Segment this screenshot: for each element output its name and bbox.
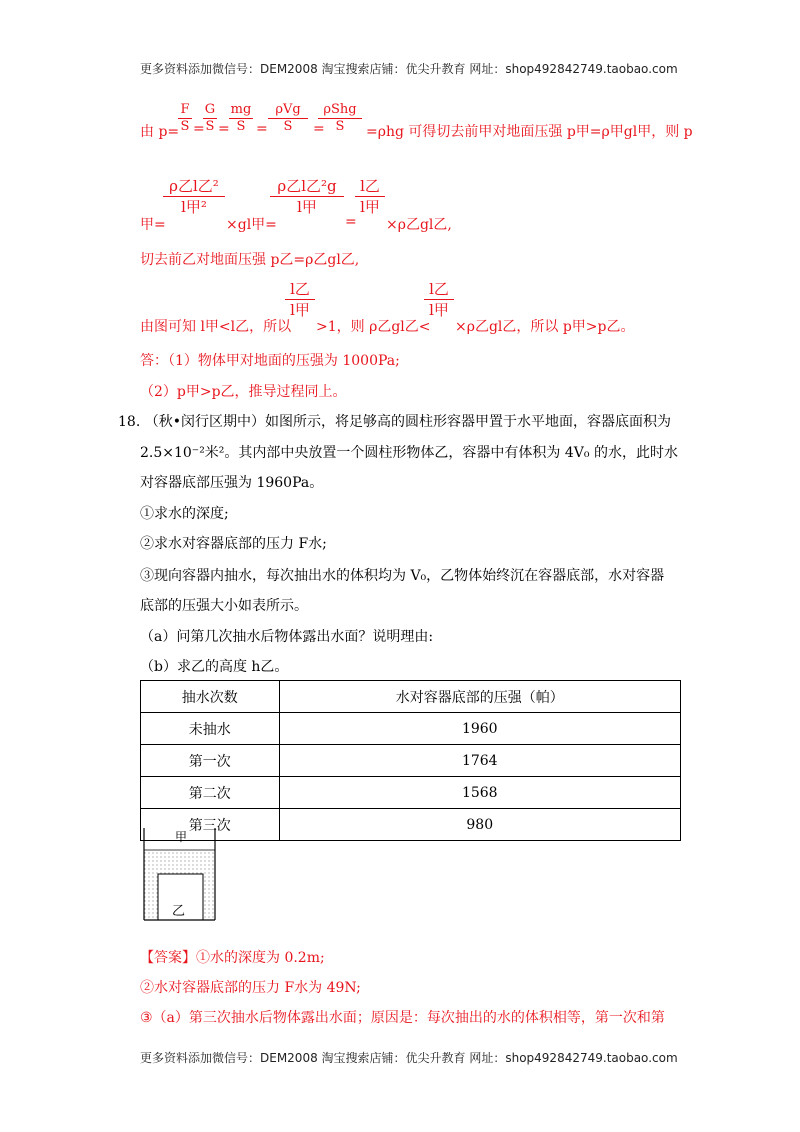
table-cell: 1764	[279, 745, 680, 777]
solution-line2-end: ×ρ乙gl乙,	[386, 217, 452, 233]
table-row	[141, 713, 681, 745]
problem-line-2: 2.5×10⁻²米²。其内部中央放置一个圆柱形物体乙，容器中有体积为 4V₀ 的水，此时水	[140, 445, 678, 461]
table-header-cell: 水对容器底部的压强（帕）	[279, 681, 680, 713]
page-header: 更多资料添加微信号：DEM2008 淘宝搜索店铺：优尖升教育 网址：shop492842749.taobao.com	[140, 62, 678, 76]
problem-line-1: 18. （秋•闵行区期中）如图所示，将足够高的圆柱形容器甲置于水平地面，容器底面积为	[118, 414, 671, 430]
fraction-f-over-s: $\frac{F}{S}$	[178, 102, 192, 135]
question-b: （b）求乙的高度 h乙。	[140, 659, 289, 675]
table-row	[141, 777, 681, 809]
table-cell: 1568	[279, 777, 680, 809]
question-a: （a）问第几次抽水后物体露出水面？说明理由:	[140, 629, 434, 645]
table-cell: 1960	[279, 713, 680, 745]
fraction-l-yi-over-l-jia-3: l乙 l甲	[424, 279, 454, 320]
fraction-rho-l2g-over-l: ρ乙l乙²g l甲	[270, 176, 344, 217]
table-header-row	[141, 681, 681, 713]
object-label-yi: 乙	[172, 904, 186, 919]
question-2: ②求水对容器底部的压力 F水;	[140, 536, 327, 552]
fraction-rhovg-over-s: ρVg S	[268, 102, 308, 135]
answer-3: ③（a）第三次抽水后物体露出水面；原因是：每次抽出的水的体积相等，第一次和第	[140, 1010, 665, 1026]
container-label-jia: 甲	[175, 830, 188, 844]
fraction-rho-l2-over-l2: ρ乙l乙² l甲²	[163, 176, 225, 217]
problem-line-3: 对容器底部压强为 1960Pa。	[140, 475, 324, 491]
answer-2: ②水对容器底部的压力 F水为 49N;	[140, 980, 361, 996]
solution-line4-b: >1，则 ρ乙gl乙<	[316, 319, 431, 335]
solution-line4-a: 由图可知 l甲<l乙，所以	[140, 319, 292, 335]
question-3-line-a: ③现向容器内抽水，每次抽出水的体积均为 V₀，乙物体始终沉在容器底部，水对容器	[140, 568, 665, 584]
question-3-line-b: 底部的压强大小如表所示。	[140, 598, 308, 614]
answer-tag: 【答案】	[140, 950, 196, 966]
fraction-l-yi-over-l-jia: l乙 l甲	[355, 176, 385, 217]
solution-line3: 切去前乙对地面压强 p乙=ρ乙gl乙,	[140, 252, 360, 268]
table-cell: 未抽水	[141, 713, 280, 745]
solution-line1-suffix: =ρhg 可得切去前甲对地面压强 p甲=ρ甲gl甲，则 p	[366, 124, 693, 140]
solution-line2-mid: ×gl甲=	[226, 217, 277, 233]
page-footer: 更多资料添加微信号：DEM2008 淘宝搜索店铺：优尖升教育 网址：shop492842749.taobao.com	[140, 1051, 678, 1065]
table-cell: 第二次	[141, 777, 280, 809]
answer-1: ①水的深度为 0.2m;	[196, 950, 325, 966]
fraction-g-over-s: $\frac{G}{S}$	[204, 102, 216, 134]
answer-line-1: 答：（1）物体甲对地面的压强为 1000Pa;	[140, 353, 400, 369]
table-row	[141, 745, 681, 777]
table-cell: 第一次	[141, 745, 280, 777]
table-row	[141, 809, 681, 841]
question-1: ①求水的深度;	[140, 506, 229, 522]
fraction-l-yi-over-l-jia-2: l乙 l甲	[285, 279, 315, 320]
solution-line4-c: ×ρ乙gl乙，所以 p甲>p乙。	[455, 319, 635, 335]
solution-line1-prefix: 由 p=	[140, 124, 180, 140]
fraction-mg-over-s: $\frac{mg}{S}$	[230, 102, 252, 134]
table-cell: 980	[279, 809, 680, 841]
solution-line2-p: 甲=	[140, 217, 166, 233]
answer-line-2: （2）p甲>p乙，推导过程同上。	[140, 384, 347, 400]
table-cell: 第三次	[141, 809, 280, 841]
table-header-cell: 抽水次数	[141, 681, 280, 713]
fraction-rhoshg-over-s: ρShg S	[318, 102, 362, 135]
pressure-table	[140, 680, 681, 841]
